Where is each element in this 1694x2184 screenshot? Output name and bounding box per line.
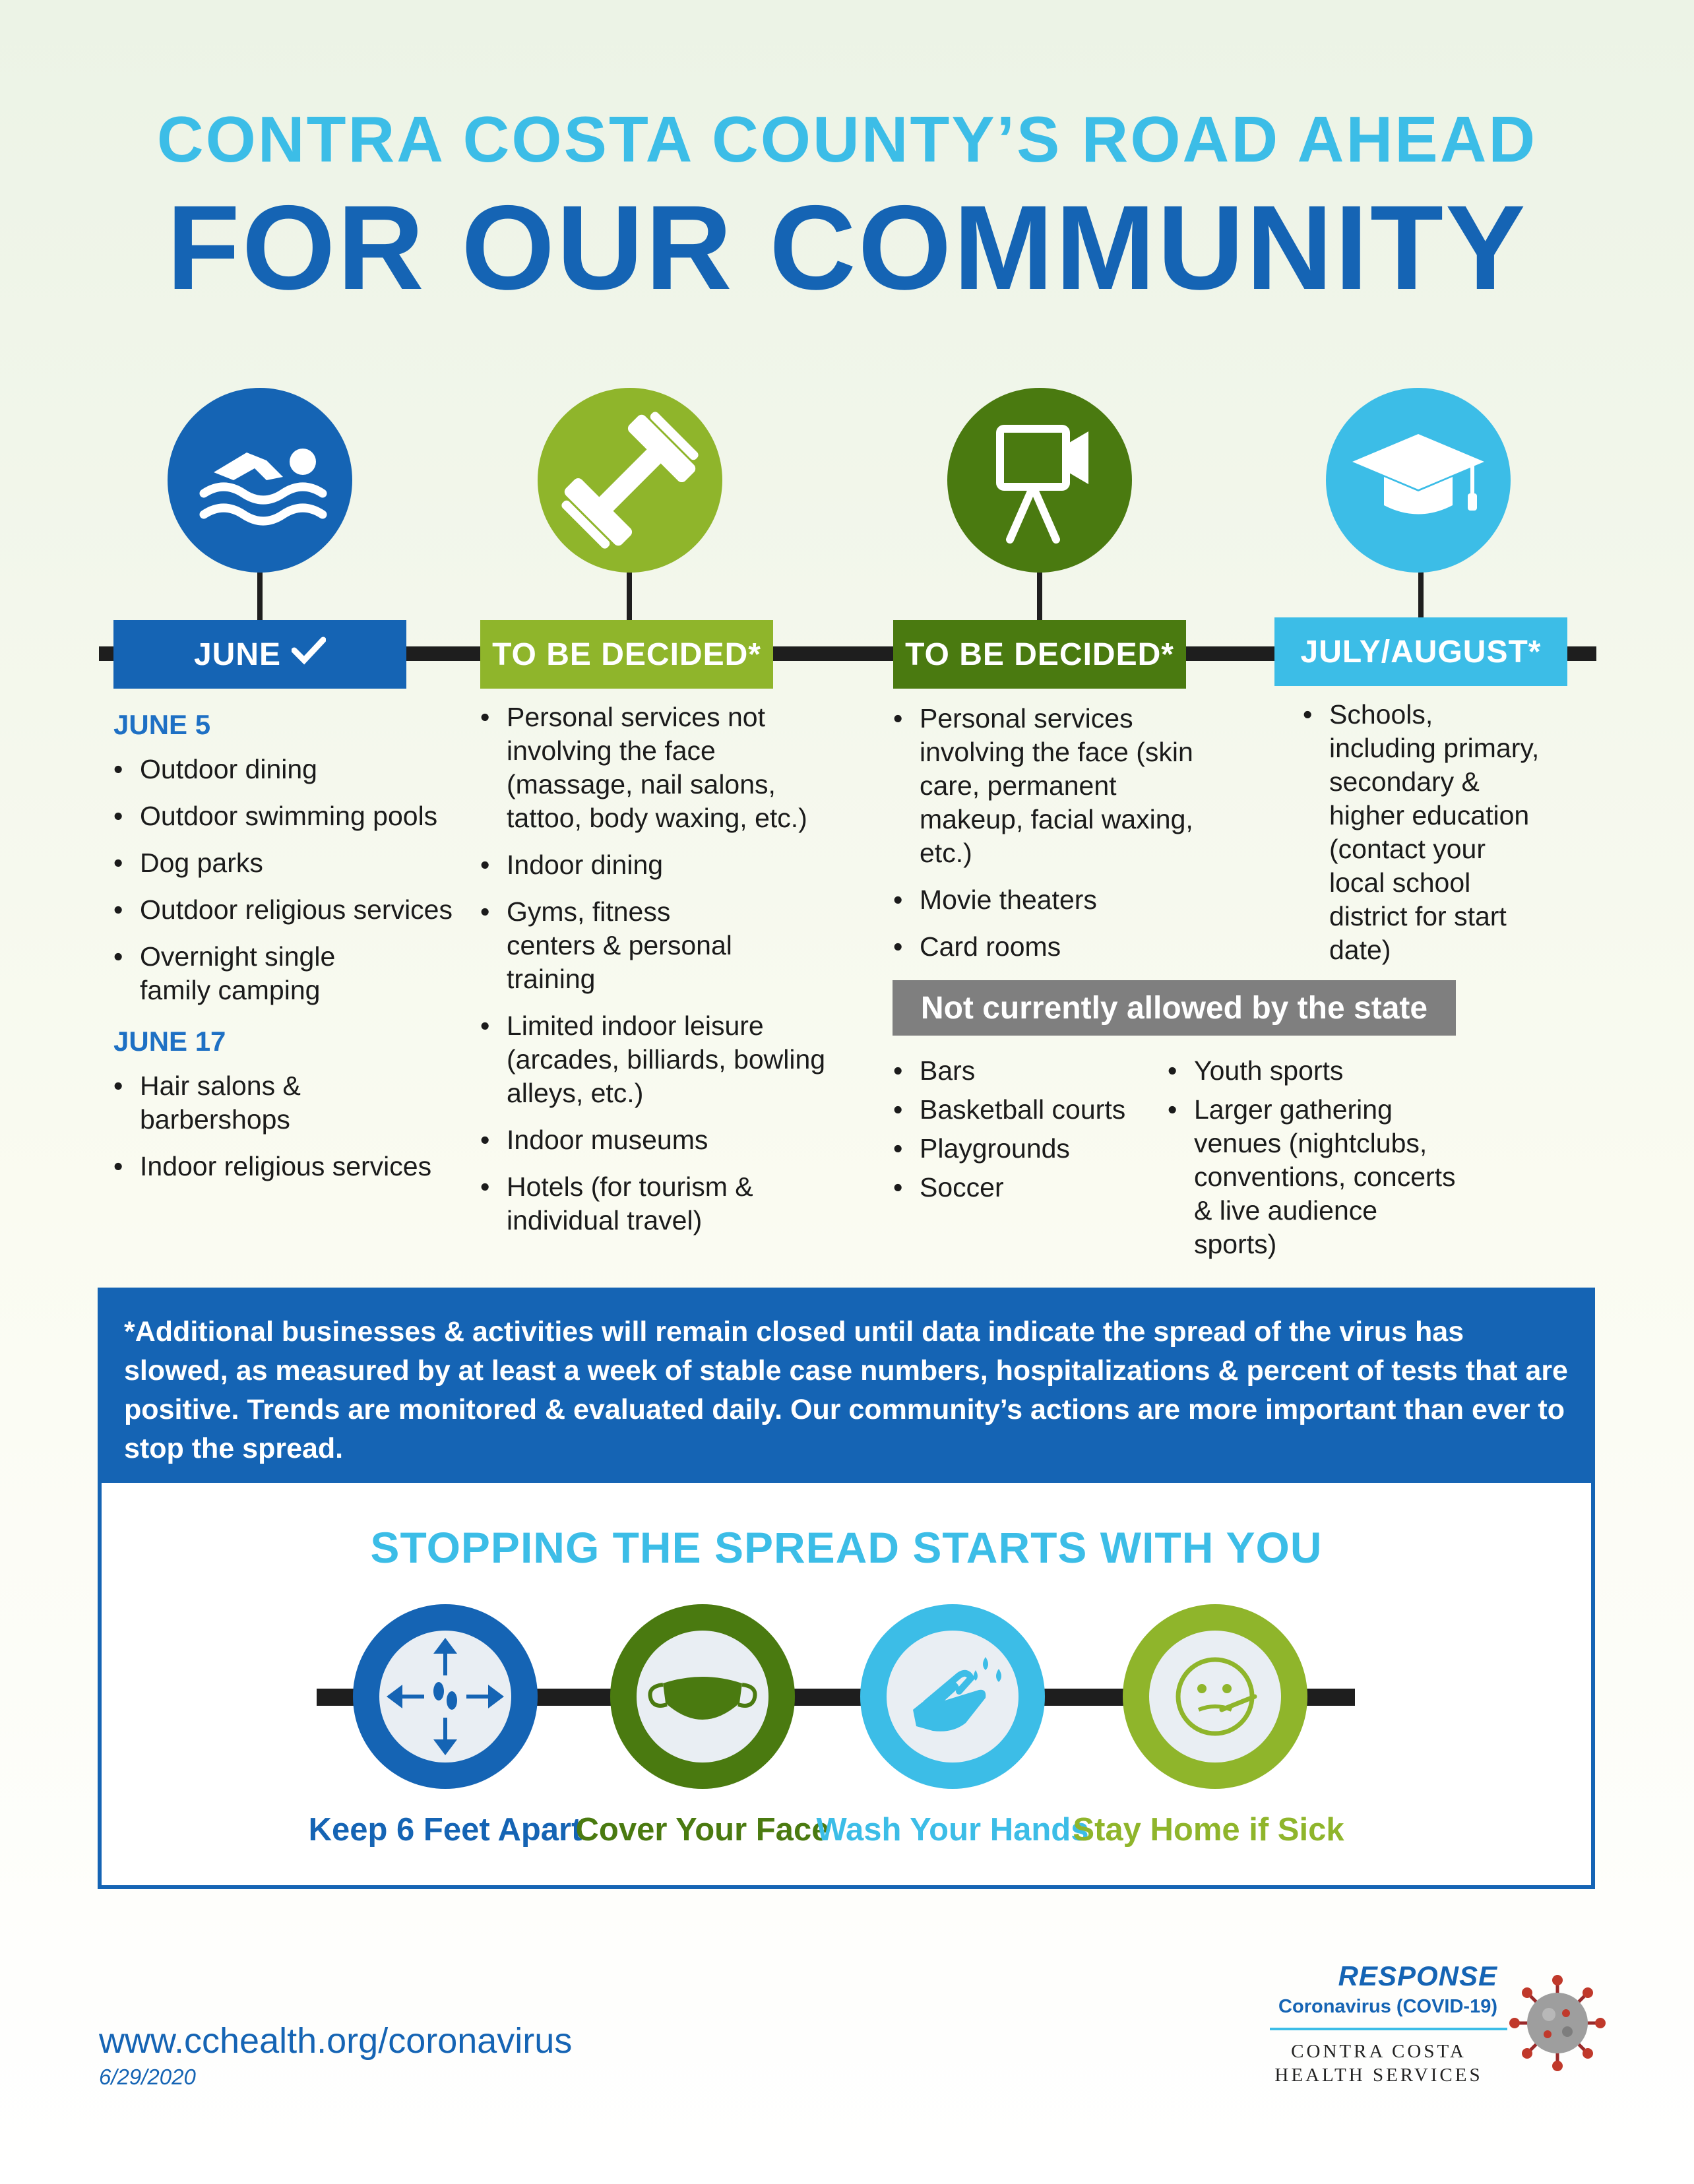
list-item: • Hair salons & barbershops	[113, 1069, 456, 1137]
sick-face-icon	[1123, 1604, 1307, 1789]
tbd-1-column	[480, 701, 836, 1251]
org-name-line-2: HEALTH SERVICES	[1274, 2065, 1483, 2086]
title-line-2: FOR OUR COMMUNITY	[166, 180, 1528, 315]
habit-label-wash: Wash Your Hands	[816, 1812, 1089, 1848]
connector-4	[1418, 567, 1424, 620]
list-item: • Personal services not involving the face (massage, nail salons, tattoo, body waxing, etc.)	[480, 701, 836, 835]
not-allowed-right	[1168, 1054, 1464, 1266]
list-item: • Dog parks	[113, 846, 456, 880]
phase-label-tbd-2: TO BE DECIDED*	[893, 620, 1186, 689]
june17-list	[113, 1069, 456, 1183]
phase-label-june	[113, 620, 406, 689]
not-allowed-left-list	[893, 1054, 1144, 1204]
list-item: • Youth sports	[1168, 1054, 1464, 1088]
habit-label-stay-home: Stay Home if Sick	[1073, 1812, 1344, 1848]
list-item: • Hotels (for tourism & individual travel)	[480, 1170, 757, 1237]
note-text: *Additional businesses & activities will remain closed until data indicate the spread of the virus has slowed, as measured by at least a week of stable case numbers, hospitalizations & percent of tests that are positive. Trends are monitored & evaluated daily. Our community’s actions are more important than ever to stop the spread.	[124, 1316, 1568, 1464]
tbd-2-column	[893, 702, 1210, 977]
checkmark-icon	[292, 636, 326, 673]
list-item: • Limited indoor leisure (arcades, billiards, bowling alleys, etc.)	[480, 1009, 836, 1110]
list-item: • Basketball courts	[893, 1093, 1144, 1127]
list-item: • Outdoor swimming pools	[113, 799, 456, 833]
list-item: • Indoor dining	[480, 848, 836, 882]
phase-label-tbd-1: TO BE DECIDED*	[480, 620, 773, 689]
response-title: RESPONSE	[1338, 1960, 1497, 1991]
tbd-1-list	[480, 701, 836, 1237]
list-item: • Larger gathering venues (nightclubs, conventions, concerts & live audience sports)	[1168, 1093, 1464, 1261]
face-mask-icon	[610, 1604, 795, 1789]
list-item: • Soccer	[893, 1171, 1144, 1204]
list-item: • Movie theaters	[893, 883, 1210, 917]
coronavirus-icon	[1508, 1974, 1607, 2073]
stopping-spread-title: STOPPING THE SPREAD STARTS WITH YOU	[370, 1523, 1323, 1572]
list-item: • Personal services involving the face (skin care, permanent makeup, facial waxing, etc.)	[893, 702, 1210, 870]
website-link[interactable]: www.cchealth.org/coronavirus	[99, 2021, 573, 2061]
connector-2	[627, 567, 632, 620]
list-item: • Schools, including primary, secondary & higher education (contact your local school district for start date)	[1303, 698, 1540, 967]
habit-label-distance: Keep 6 Feet Apart	[308, 1812, 582, 1848]
connector-1	[257, 567, 263, 620]
july-august-list	[1303, 698, 1540, 967]
graduation-cap-icon	[1326, 388, 1511, 573]
response-subtitle: Coronavirus (COVID-19)	[1278, 1996, 1497, 2017]
list-item: • Bars	[893, 1054, 1144, 1088]
not-allowed-right-list	[1168, 1054, 1464, 1261]
list-item: • Overnight single family camping	[113, 940, 338, 1007]
list-item: • Outdoor dining	[113, 753, 456, 786]
june5-heading: JUNE 5	[113, 709, 211, 740]
list-item: • Indoor museums	[480, 1123, 836, 1157]
list-item: • Card rooms	[893, 930, 1210, 964]
phase-label-text: JUNE	[193, 637, 282, 672]
dumbbell-icon	[538, 388, 722, 573]
list-item: • Gyms, fitness centers & personal training	[480, 895, 764, 996]
july-august-column	[1303, 698, 1540, 980]
org-name-line-1: CONTRA COSTA	[1291, 2041, 1466, 2062]
june17-heading: JUNE 17	[113, 1026, 226, 1057]
connector-3	[1037, 567, 1042, 620]
swimmer-icon	[168, 388, 352, 573]
not-allowed-heading: Not currently allowed by the state	[893, 980, 1456, 1036]
habit-label-mask: Cover Your Face	[575, 1812, 830, 1848]
june5-list	[113, 753, 456, 1007]
movie-camera-icon	[947, 388, 1132, 573]
note-panel	[98, 1288, 1595, 1483]
tbd-2-list	[893, 702, 1210, 964]
not-allowed-left	[893, 1054, 1144, 1210]
june-column	[113, 709, 456, 1197]
list-item: • Indoor religious services	[113, 1150, 456, 1183]
hand-washing-icon	[860, 1604, 1045, 1789]
distance-arrows-icon	[353, 1604, 538, 1789]
title-line-1: CONTRA COSTA COUNTY’S ROAD AHEAD	[156, 103, 1538, 175]
phase-label-july-august: JULY/AUGUST*	[1274, 617, 1567, 686]
publish-date: 6/29/2020	[99, 2065, 196, 2089]
list-item: • Playgrounds	[893, 1132, 1144, 1166]
footer-divider	[1270, 2028, 1507, 2030]
list-item: • Outdoor religious services	[113, 893, 456, 927]
